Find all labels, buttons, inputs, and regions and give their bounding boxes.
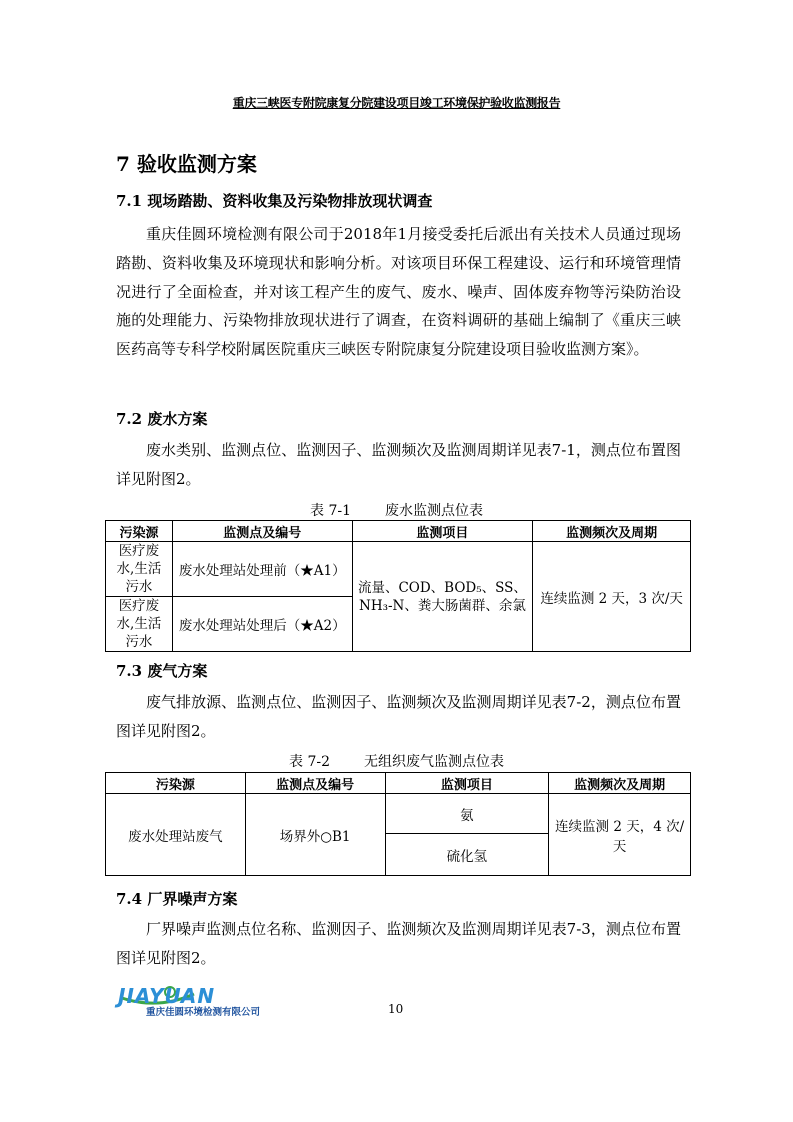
- table-7-2: [105, 772, 691, 876]
- table-cell-source: 医疗废水,生活污水: [106, 542, 173, 597]
- subsection-7-1-paragraph: 重庆佳圆环境检测有限公司于2018年1月接受委托后派出有关技术人员通过现场踏勘、资料收集及环境现状和影响分析。对该项目环保工程建设、运行和环境管理情况进行了全面检查，并对该工程产生的废气、废水、噪声、固体废弃物等污染防治设施的处理能力、污染物排放现状进行了调查，在资料调研的基础上编制了《重庆三峡医药高等专科学校附属医院重庆三峡医专附院康复分院建设项目验收监测方案》。: [116, 225, 681, 359]
- table-7-2-title: 无组织废气监测点位表: [364, 754, 504, 770]
- page-number: 10: [388, 1002, 404, 1016]
- page-header: 重庆三峡医专附院康复分院建设项目竣工环境保护验收监测报告: [232, 96, 561, 110]
- table-header-cell: 监测项目: [352, 521, 533, 542]
- subsection-7-1-title: 7.1 现场踏勘、资料收集及污染物排放现状调查: [116, 192, 433, 210]
- table-cell-point: 废水处理站处理后（★A2）: [172, 597, 352, 652]
- logo-wordmark: JIAYUAN: [118, 984, 216, 1008]
- table-header-cell: 监测点及编号: [245, 773, 385, 794]
- table-cell-point: 场界外○B1: [245, 794, 385, 876]
- subsection-7-4-paragraph: 厂界噪声监测点位名称、监测因子、监测频次及监测周期详见表7-3，测点位布置图详见附图2。: [116, 920, 681, 967]
- table-7-1-number: 表 7-1: [310, 503, 351, 519]
- table-cell-source: 废水处理站废气: [106, 794, 246, 876]
- table-cell-frequency: 连续监测 2 天，3 次/天: [533, 542, 691, 652]
- company-name: 重庆佳圆环境检测有限公司: [146, 1007, 261, 1018]
- section-title: 7 验收监测方案: [116, 152, 257, 176]
- items-line-2: NH₃-N、粪大肠菌群、余氯: [359, 597, 526, 614]
- table-cell-item: 硫化氢: [385, 834, 549, 876]
- table-7-1-title: 废水监测点位表: [385, 503, 483, 519]
- table-header-cell: 监测频次及周期: [549, 773, 691, 794]
- subsection-7-3-paragraph: 废气排放源、监测点位、监测因子、监测频次及监测周期详见表7-2，测点位布置图详见附图2。: [116, 693, 681, 740]
- table-header-cell: 污染源: [106, 773, 246, 794]
- table-header-cell: 监测点及编号: [172, 521, 352, 542]
- subsection-7-2-title: 7.2 废水方案: [116, 410, 208, 428]
- table-7-2-number: 表 7-2: [289, 754, 330, 770]
- subsection-7-2-paragraph: 废水类别、监测点位、监测因子、监测频次及监测周期详见表7-1，测点位布置图详见附图2。: [116, 441, 681, 488]
- table-7-1: [105, 520, 691, 652]
- table-header-cell: 监测项目: [385, 773, 549, 794]
- table-cell-items: [352, 542, 533, 652]
- subsection-7-3-title: 7.3 废气方案: [116, 662, 208, 680]
- items-line-1: 流量、COD、BOD₅、SS、: [357, 579, 527, 596]
- table-cell-source: 医疗废水,生活污水: [106, 597, 173, 652]
- table-7-2-caption: [0, 751, 793, 771]
- table-cell-frequency: 连续监测 2 天，4 次/天: [549, 794, 691, 876]
- table-cell-point: 废水处理站处理前（★A1）: [172, 542, 352, 597]
- subsection-7-4-title: 7.4 厂界噪声方案: [116, 890, 238, 908]
- table-7-1-caption: [0, 500, 793, 520]
- table-cell-item: 氨: [385, 794, 549, 834]
- table-header-cell: 监测频次及周期: [533, 521, 691, 542]
- table-header-cell: 污染源: [106, 521, 173, 542]
